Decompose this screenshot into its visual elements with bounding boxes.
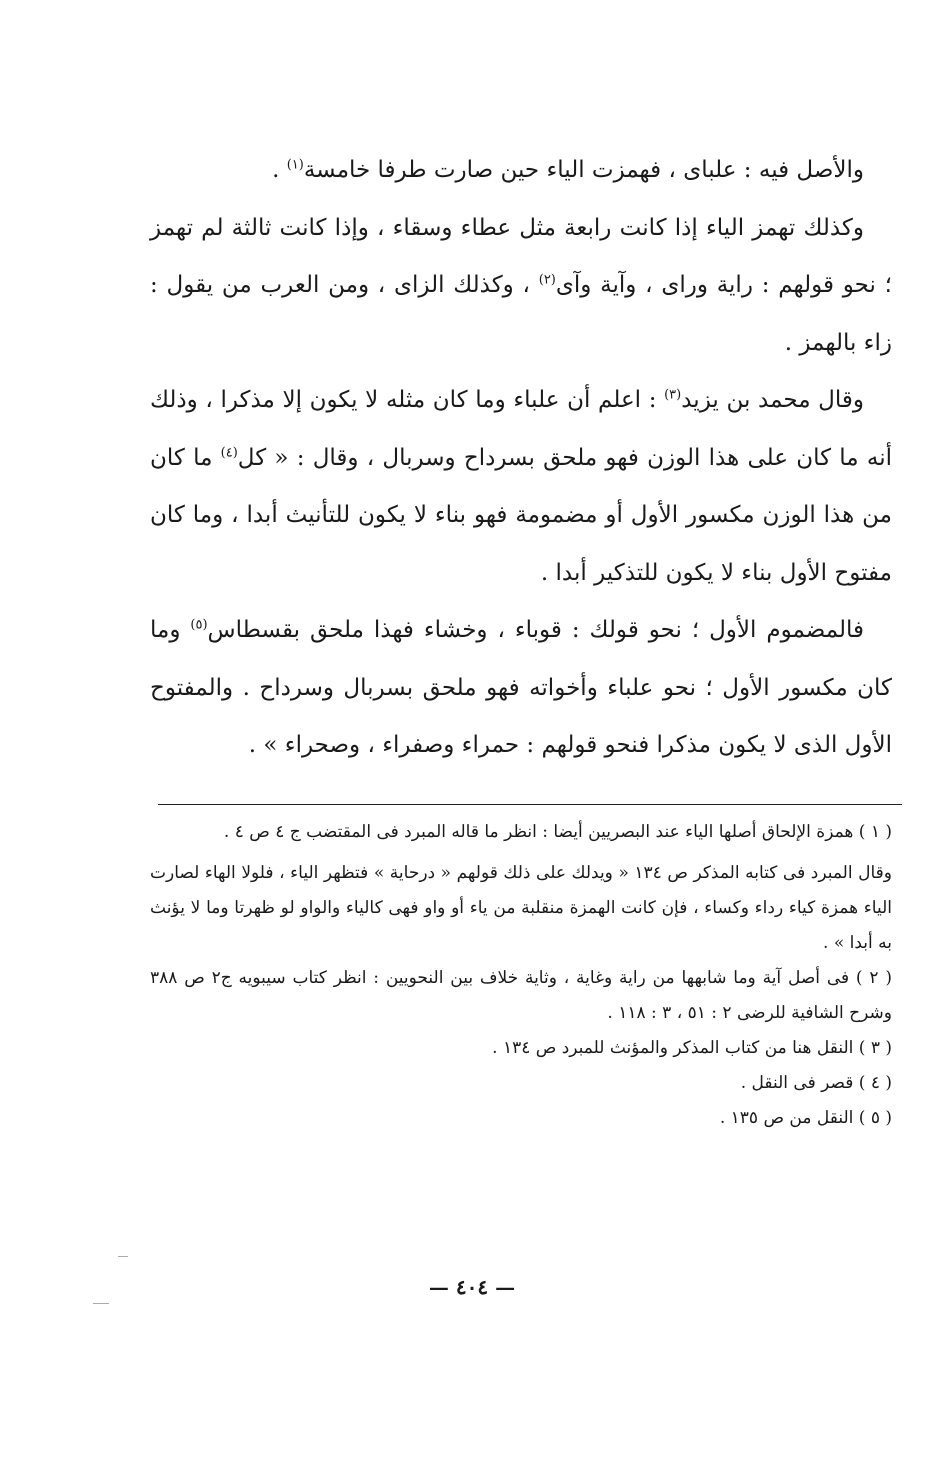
paragraph-4-text-a: فالمضموم الأول ؛ نحو قولك : قوباء ، وخشاء فهذا ملحق بقسطاس — [207, 617, 864, 643]
paragraph-3-text-a: وقال محمد بن يزيد — [681, 387, 864, 413]
paragraph-2-end: ، وكذلك الزاى ، ومن العرب من يقول : زاء بالهمز . — [150, 272, 892, 356]
paragraph-4-text-b: وما كان مكسور الأول ؛ نحو علباء وأخواته فهو ملحق بسربال وسرداح . والمفتوح الأول الذى لا يكون مذكرا فنحو قولهم : حمراء وصفراء ، وصحراء » . — [150, 617, 892, 758]
paragraph-1-text: والأصل فيه : علباى ، فهمزت الياء حين صارت طرفا خامسة — [303, 157, 864, 183]
footnote-ref-3: (٣) — [664, 387, 682, 403]
paragraph-3 — [150, 372, 892, 602]
paragraph-1-end: . — [272, 157, 287, 183]
page-number: — ٤٠٤ — — [428, 1275, 516, 1299]
footnote-1: ( ١ ) همزة الإلحاق أصلها الياء عند البصريين أيضا : انظر ما قاله المبرد فى المقتضب ج ٤ ص ٤ . — [223, 822, 892, 842]
paragraph-4 — [150, 602, 892, 775]
paragraph-1 — [150, 142, 892, 200]
main-text — [150, 142, 892, 775]
footnote-5: ( ٥ ) النقل من ص ١٣٥ . — [719, 1108, 892, 1128]
footnote-4: ( ٤ ) قصر فى النقل . — [740, 1073, 892, 1093]
footnote-ref-4: (٤) — [220, 444, 238, 460]
paragraph-3-text-b: : اعلم أن علباء وما كان مثله لا يكون إلا مذكرا ، وذلك أنه ما كان على هذا الوزن فهو ملحق بسرداح وسربال ، وقال : « كل — [150, 387, 892, 471]
paragraph-2-text: وكذلك تهمز الياء إذا كانت رابعة مثل عطاء وسقاء ، وإذا كانت ثالثة لم تهمز ؛ نحو قولهم : راية وراى ، وآية وآى — [150, 214, 892, 298]
footnote-3: ( ٣ ) النقل هنا من كتاب المذكر والمؤنث للمبرد ص ١٣٤ . — [492, 1038, 892, 1058]
paragraph-2 — [150, 200, 892, 373]
footnote-ref-1: (١) — [286, 157, 304, 173]
paragraph-3-text-c: ما كان من هذا الوزن مكسور الأول أو مضمومة فهو بناء لا يكون للتأنيث أبدا ، وما كان مفتوح الأول بناء لا يكون للتذكير أبدا . — [150, 444, 892, 586]
footnote-ref-5: (٥) — [190, 617, 208, 633]
footnote-ref-2: (٢) — [538, 272, 556, 288]
footnote-1-continued: وقال المبرد فى كتابه المذكر ص ١٣٤ « ويدلك على ذلك قولهم « درحاية » فتظهر الياء ، فلولا الهاء لصارت الياء همزة كياء رداء وكساء ، فإن كانت الهمزة منقلبة من ياء أو واو فهى كالياء والواو لو ظهرتا وما لا يؤنث به أبدا » . — [150, 863, 892, 953]
scan-speck — [118, 1256, 128, 1257]
scan-speck — [93, 1303, 109, 1304]
footnote-2: ( ٢ ) فى أصل آية وما شابهها من راية وغاية ، وثاية خلاف بين النحويين : انظر كتاب سيبويه ج٢ ص ٣٨٨ وشرح الشافية للرضى ٢ : ٥١ ، ٣ : ١١٨ . — [150, 968, 892, 1023]
footnotes — [150, 815, 892, 1136]
footnote-separator — [158, 804, 902, 805]
